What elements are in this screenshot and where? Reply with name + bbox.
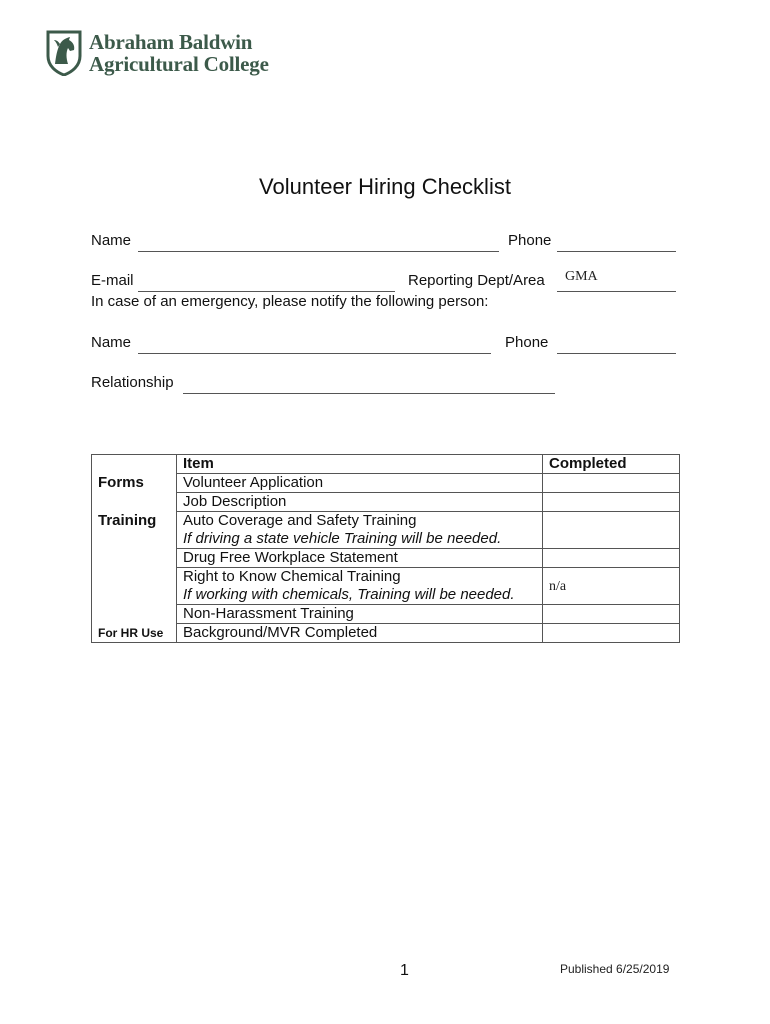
published-date: Published 6/25/2019	[560, 962, 670, 976]
horse-shield-icon	[46, 30, 82, 76]
completed-cell[interactable]	[543, 549, 680, 568]
table-row	[92, 512, 680, 549]
relationship-label: Relationship	[91, 374, 174, 391]
table-row	[92, 624, 680, 643]
phone-field[interactable]	[557, 251, 676, 252]
completed-cell[interactable]	[543, 624, 680, 643]
completed-column-header: Completed	[543, 455, 680, 474]
table-row	[92, 605, 680, 624]
section-label: Forms	[92, 474, 177, 493]
item-cell	[177, 512, 543, 549]
section-label	[92, 605, 177, 624]
item-cell: Volunteer Application	[177, 474, 543, 493]
name-label: Name	[91, 232, 132, 249]
emergency-instruction: In case of an emergency, please notify the following person:	[91, 293, 489, 310]
section-label	[92, 493, 177, 512]
section-label: Training	[92, 512, 177, 549]
item-cell: Job Description	[177, 493, 543, 512]
item-text: Auto Coverage and Safety Training	[183, 512, 417, 529]
completed-cell[interactable]	[543, 605, 680, 624]
section-label	[92, 568, 177, 605]
completed-cell[interactable]	[543, 493, 680, 512]
college-logo	[46, 30, 82, 81]
item-cell: Background/MVR Completed	[177, 624, 543, 643]
table-row	[92, 493, 680, 512]
college-name-line2: Agricultural College	[89, 52, 269, 76]
item-cell: Drug Free Workplace Statement	[177, 549, 543, 568]
relationship-field[interactable]	[183, 393, 555, 394]
emergency-phone-label: Phone	[505, 334, 549, 351]
section-header-cell	[92, 455, 177, 474]
college-name-line1: Abraham Baldwin	[89, 30, 253, 54]
phone-label: Phone	[508, 232, 552, 249]
emergency-name-label: Name	[91, 334, 132, 351]
completed-cell[interactable]	[543, 474, 680, 493]
checklist-table	[91, 454, 680, 643]
page-number: 1	[400, 962, 409, 979]
table-row	[92, 568, 680, 605]
completed-cell[interactable]	[543, 512, 680, 549]
dept-label: Reporting Dept/Area	[408, 272, 545, 289]
item-note: If driving a state vehicle Training will be needed.	[183, 530, 502, 547]
item-note: If working with chemicals, Training will be needed.	[183, 586, 515, 603]
item-cell: Non-Harassment Training	[177, 605, 543, 624]
section-label	[92, 549, 177, 568]
emergency-name-field[interactable]	[138, 353, 491, 354]
item-cell	[177, 568, 543, 605]
completed-value: n/a	[549, 578, 567, 594]
completed-cell[interactable]	[543, 568, 680, 605]
item-column-header: Item	[177, 455, 543, 474]
emergency-phone-field[interactable]	[557, 353, 676, 354]
name-field[interactable]	[138, 251, 499, 252]
item-text: Right to Know Chemical Training	[183, 568, 401, 585]
page-title: Volunteer Hiring Checklist	[259, 174, 511, 199]
email-field[interactable]	[138, 291, 395, 292]
email-label: E-mail	[91, 272, 134, 289]
college-name	[89, 31, 269, 75]
table-header-row	[92, 455, 680, 474]
section-label: For HR Use	[92, 624, 177, 643]
dept-field[interactable]	[557, 291, 676, 292]
dept-value: GMA	[565, 269, 598, 284]
table-row	[92, 474, 680, 493]
table-row	[92, 549, 680, 568]
